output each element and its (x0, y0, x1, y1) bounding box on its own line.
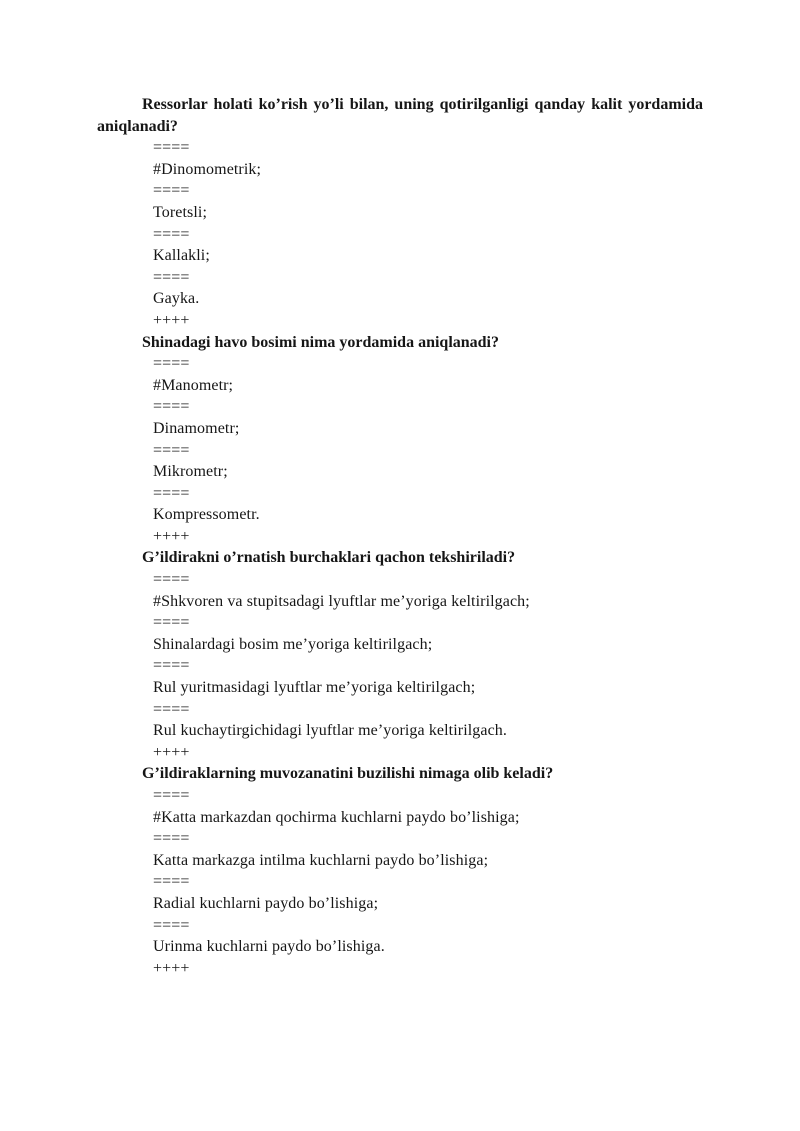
answer-text: Rul yuritmasidagi lyuftlar me’yoriga keltirilgach; (153, 679, 476, 697)
answer-separator: ==== (153, 657, 190, 675)
answer-separator: ==== (153, 873, 190, 891)
question-block-3 (97, 547, 703, 763)
answer-separator: ==== (153, 139, 190, 157)
answer-separator: ==== (153, 614, 190, 632)
answer-text: Gayka. (153, 290, 200, 308)
question-block-4 (97, 763, 703, 979)
answer-text: #Manometr; (153, 376, 234, 394)
answer-text: Katta markazga intilma kuchlarni paydo bo’lishiga; (153, 851, 489, 869)
answer-separator: ==== (153, 787, 190, 804)
answer-text: Shinalardagi bosim me’yoriga keltirilgach; (153, 635, 433, 653)
answer-separator: ==== (153, 830, 190, 848)
answer-separator: ==== (153, 916, 190, 934)
answer-text: #Dinomometrik; (153, 160, 262, 178)
answer-separator: ==== (153, 225, 190, 243)
question-separator: ++++ (153, 743, 190, 761)
answer-text: #Shkvoren va stupitsadagi lyuftlar me’yoriga keltirilgach; (153, 592, 530, 610)
answer-text: Mikrometr; (153, 463, 228, 481)
question-separator: ++++ (153, 527, 190, 545)
answer-separator: ==== (153, 484, 190, 502)
answer-separator: ==== (153, 182, 190, 200)
answer-separator: ==== (153, 355, 190, 373)
answer-text: Radial kuchlarni paydo bo’lishiga; (153, 894, 379, 912)
answer-separator: ==== (153, 441, 190, 459)
answer-text: Kompressometr. (153, 506, 260, 524)
question-text: Shinadagi havo bosimi nima yordamida aniqlanadi? (142, 333, 499, 351)
answer-text: Kallakli; (153, 247, 210, 265)
answer-text: Dinamometr; (153, 419, 240, 437)
answer-separator: ==== (153, 398, 190, 416)
answer-separator: ==== (153, 571, 190, 589)
question-block-2 (97, 332, 703, 548)
question-text: G’ildiraklarning muvozanatini buzilishi nimaga olib keladi? (142, 765, 554, 783)
answer-text: Rul kuchaytirgichidagi lyuftlar me’yoriga keltirilgach. (153, 722, 507, 740)
answer-separator: ==== (153, 268, 190, 286)
question-separator: ++++ (153, 311, 190, 329)
answer-text: Urinma kuchlarni paydo bo’lishiga. (153, 938, 385, 956)
question-block-1 (97, 94, 703, 332)
answer-text: Toretsli; (153, 203, 207, 221)
question-separator: ++++ (153, 959, 190, 977)
answer-separator: ==== (153, 700, 190, 718)
answer-text: #Katta markazdan qochirma kuchlarni paydo bo’lishiga; (153, 808, 520, 826)
question-text: G’ildirakni o’rnatish burchaklari qachon tekshiriladi? (142, 549, 516, 567)
question-text: Ressorlar holati ko’rish yo’li bilan, uning qotirilganligi qanday kalit yordamida aniqlanadi? (97, 96, 703, 135)
